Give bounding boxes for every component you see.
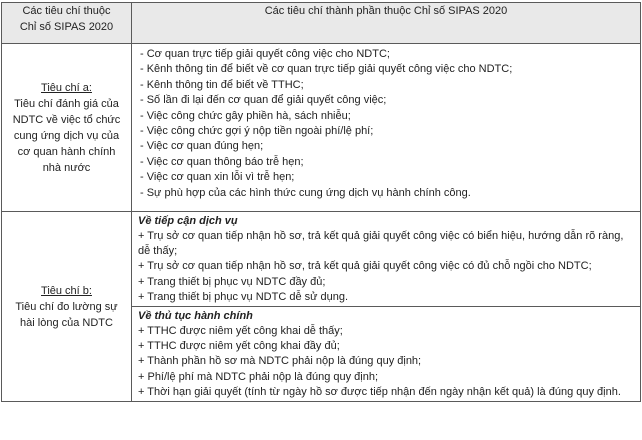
- header-criteria-column: [2, 3, 132, 44]
- group-title: Về tiếp cận dịch vụ: [138, 215, 238, 227]
- list-item: + Trang thiết bị phục vụ NDTC dễ sử dụng.: [138, 290, 349, 303]
- sipas-criteria-table: [1, 2, 641, 402]
- header-components-column: Các tiêu chí thành phần thuộc Chỉ số SIPAS 2020: [132, 3, 641, 44]
- criterion-b-group: [132, 306, 640, 401]
- list-item: - Việc cơ quan xin lỗi vì trễ hẹn;: [140, 171, 295, 184]
- list-item: - Việc cơ quan đúng hẹn;: [140, 140, 264, 153]
- list-item: - Cơ quan trực tiếp giải quyết công việc cho NDTC;: [140, 48, 390, 60]
- list-item: + Thời hạn giải quyết (tính từ ngày hồ sơ được tiếp nhận đến ngày nhận kết quả) là đúng quy định.: [138, 385, 621, 398]
- list-item: - Việc công chức gây phiền hà, sách nhiễu;: [140, 109, 351, 122]
- list-item: + Trụ sở cơ quan tiếp nhận hồ sơ, trả kết quả giải quyết công việc có biển hiệu, hướng dẫn rõ ràng, dễ thấy;: [138, 230, 624, 258]
- list-item: + Trụ sở cơ quan tiếp nhận hồ sơ, trả kết quả giải quyết công việc có đủ chỗ ngồi cho NDTC;: [138, 260, 592, 273]
- criterion-b-title: Tiêu chí b:: [41, 284, 92, 297]
- list-item: - Kênh thông tin để biết về cơ quan trực tiếp giải quyết công việc cho NDTC;: [140, 63, 513, 76]
- criterion-a-description: Tiêu chí đánh giá của NDTC về việc tổ chức cung ứng dịch vụ của cơ quan hành chính nhà nước: [12, 97, 121, 174]
- list-item: + TTHC được niêm yết công khai đầy đủ;: [138, 340, 340, 353]
- criterion-a-title: Tiêu chí a:: [41, 81, 92, 94]
- list-item: - Việc công chức gợi ý nộp tiền ngoài phí/lệ phí;: [140, 125, 374, 138]
- list-item: + Trang thiết bị phục vụ NDTC đầy đủ;: [138, 275, 326, 288]
- criterion-b-cell: [2, 212, 132, 402]
- criterion-a-cell: [2, 44, 132, 212]
- criterion-a-items-cell: [132, 44, 641, 212]
- list-item: + Phí/lệ phí mà NDTC phải nộp là đúng quy định;: [138, 370, 379, 383]
- list-item: + Thành phần hồ sơ mà NDTC phải nộp là đúng quy định;: [138, 355, 422, 368]
- criterion-a-item-list: [132, 44, 640, 203]
- criterion-b-group: [132, 212, 640, 306]
- table-row-criterion-b: [2, 212, 641, 402]
- list-item: - Sự phù hợp của các hình thức cung ứng dịch vụ hành chính công.: [140, 186, 471, 199]
- list-item: - Số lần đi lại đến cơ quan để giải quyết công việc;: [140, 94, 387, 107]
- table-row-criterion-a: [2, 44, 641, 212]
- list-item: - Việc cơ quan thông báo trễ hẹn;: [140, 155, 304, 168]
- header-col1-line-2: Chỉ số SIPAS 2020: [19, 21, 114, 33]
- criterion-b-description: Tiêu chí đo lường sự hài lòng của NDTC: [15, 300, 118, 329]
- criterion-b-groups-cell: [132, 212, 641, 402]
- list-item: + TTHC được niêm yết công khai dễ thấy;: [138, 325, 343, 338]
- list-item: - Kênh thông tin để biết về TTHC;: [140, 78, 304, 91]
- table-header-row: [2, 3, 641, 44]
- group-title: Về thủ tục hành chính: [138, 310, 253, 323]
- header-col1-line-1: Các tiêu chí thuộc: [22, 5, 111, 17]
